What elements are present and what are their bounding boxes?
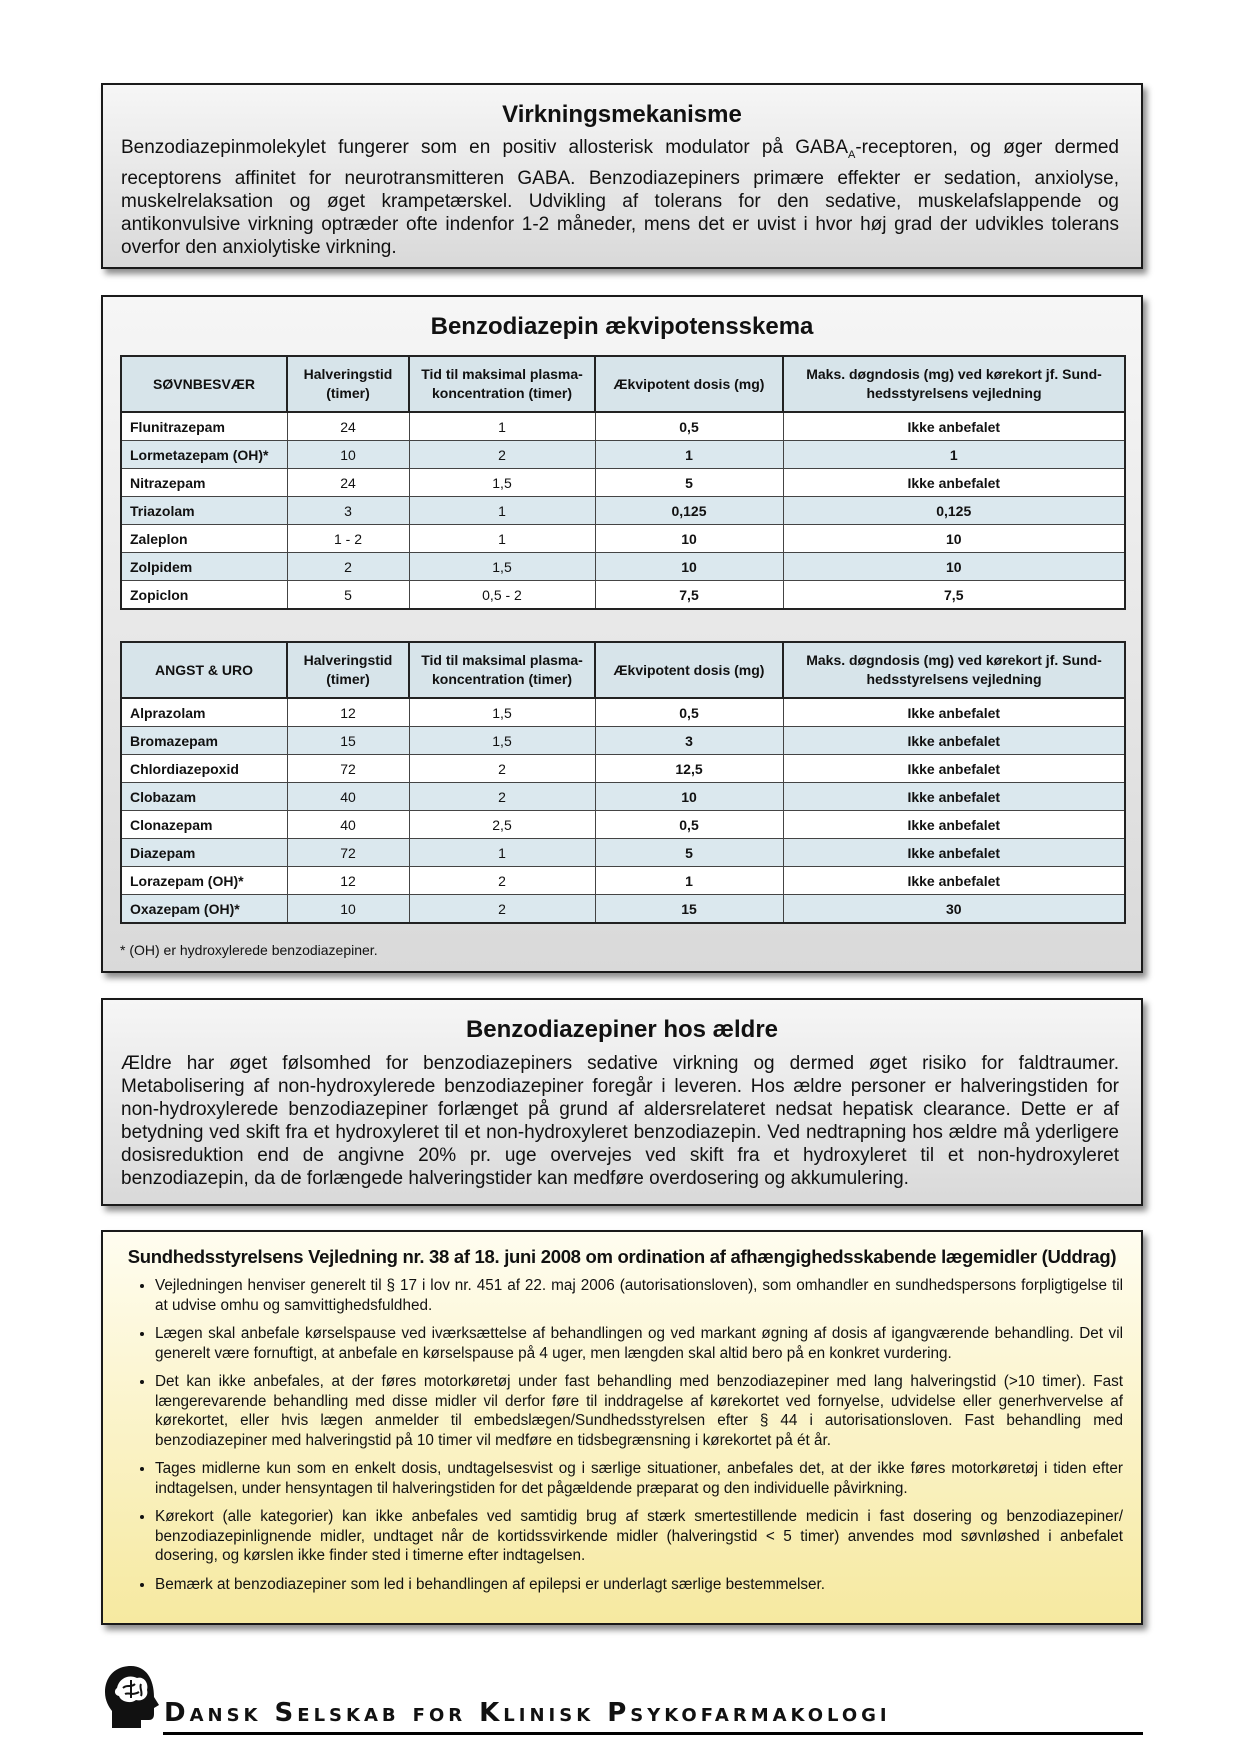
guideline-item: • Kørekort (alle kategorier) kan ikke anbefales ved samtidig brug af stærk smertestillende medicin i fast dosering og benzodiazepiner/ benzodiazepinlignende midler, undtaget når de kortidssvirkende midler (halveringstid < 5 timer) anvendes mod søvnløshed i anbefalet dosering, og kørslen ikke finder sted i timerne efter indtagelsen.	[155, 1507, 1123, 1566]
dose-cell: 3	[595, 727, 783, 755]
tmax-cell: 1,5	[409, 553, 595, 581]
half-life-cell: 2	[287, 553, 409, 581]
tmax-cell: 2	[409, 895, 595, 924]
table-row	[121, 727, 1125, 755]
guideline-item: • Tages midlerne kun som en enkelt dosis, undtagelsesvist og i særlige situationer, anbefales det, at der ikke føres motorkøretøj i tiden efter indtagelsen, under hensyntagen til halveringstiden for det pågældende præparat og den individuelle påvirkning.	[155, 1459, 1123, 1498]
dose-cell: 10	[595, 783, 783, 811]
table-row	[121, 839, 1125, 867]
dose-cell: 5	[595, 469, 783, 497]
dose-cell: 1	[595, 867, 783, 895]
dose-cell: 1	[595, 441, 783, 469]
tmax-cell: 2	[409, 441, 595, 469]
guideline-item: • Det kan ikke anbefales, at der føres motorkøretøj under fast behandling med benzodiazepiner med lang halveringstid (>10 timer). Fast længerevarende behandling med disse midler vil derfor føre til inddragelse af kørekortet ved fornyelse, udvidelse eller generhvervelse af kørekortet, eller hvis lægen anmelder til embedslægen/Sundhedsstyrelsen efter § 44 i autorisationsloven. Fast behandling med benzodiazepiner med halveringstid på 10 timer vil medføre en tidsbegrænsning i kørekortet på ét år.	[155, 1372, 1123, 1450]
half-life-cell: 1 - 2	[287, 525, 409, 553]
max-dose-cell: 10	[783, 553, 1125, 581]
organization-name: Dansk Selskab for Klinisk Psykofarmakologi	[164, 1698, 891, 1728]
half-life-cell: 72	[287, 755, 409, 783]
footnote: * (OH) er hydroxylerede benzodiazepiner.	[120, 942, 378, 958]
drug-name-cell: Lormetazepam (OH)*	[121, 441, 287, 469]
table-row	[121, 811, 1125, 839]
dose-cell: 15	[595, 895, 783, 924]
dose-cell: 0,5	[595, 412, 783, 441]
dose-cell: 10	[595, 553, 783, 581]
max-dose-cell: 7,5	[783, 581, 1125, 610]
elderly-text: Ældre har øget følsomhed for benzodiazepiners sedative virkning og dermed øget risiko for faldtraumer. Metabolisering af non-hydroxylerede benzodiazepiner foregår i leveren. Hos ældre personer er halveringstiden for non-hydroxylerede benzodiazepiner forlænget på grund af aldersrelateret nedsat hepatisk clearance. Dette er af betydning ved skift fra et hydroxyleret til et non-hydroxyleret benzodiazepin. Ved nedtrapning hos ældre må yderligere dosisreduktion end de angivne 20% pr. uge overvejes ved skift fra et hydroxyleret til et non-hydroxyleret benzodiazepin, da de forlængede halveringstider kan medføre overdosering og akkumulering.	[121, 1053, 1119, 1189]
anxiety-category-header: ANGST & URO	[121, 642, 287, 698]
drug-name-cell: Zolpidem	[121, 553, 287, 581]
half-life-cell: 15	[287, 727, 409, 755]
max-dose-cell: 30	[783, 895, 1125, 924]
tmax-cell: 1,5	[409, 469, 595, 497]
drug-name-cell: Lorazepam (OH)*	[121, 867, 287, 895]
tmax-header: Tid til maksimal plasma-koncentration (timer)	[409, 642, 595, 698]
max-dose-cell: Ikke anbefalet	[783, 469, 1125, 497]
table-row	[121, 783, 1125, 811]
dose-header: Ækvipotent dosis (mg)	[595, 642, 783, 698]
drug-name-cell: Triazolam	[121, 497, 287, 525]
max-dose-cell: 1	[783, 441, 1125, 469]
half-life-cell: 24	[287, 469, 409, 497]
tmax-cell: 2,5	[409, 811, 595, 839]
table-row	[121, 441, 1125, 469]
table-row	[121, 525, 1125, 553]
dose-cell: 7,5	[595, 581, 783, 610]
tmax-cell: 1,5	[409, 698, 595, 727]
drug-name-cell: Zaleplon	[121, 525, 287, 553]
mechanism-section	[101, 83, 1143, 269]
guideline-list	[103, 1276, 1141, 1594]
max-dose-header: Maks. døgndosis (mg) ved kørekort jf. Sund-hedsstyrelsens vejledning	[783, 356, 1125, 412]
sleep-table	[120, 355, 1126, 610]
half-life-cell: 10	[287, 441, 409, 469]
table-row	[121, 867, 1125, 895]
max-dose-cell: Ikke anbefalet	[783, 839, 1125, 867]
elderly-section	[101, 998, 1143, 1206]
table-row	[121, 497, 1125, 525]
half-life-cell: 12	[287, 698, 409, 727]
half-life-cell: 10	[287, 895, 409, 924]
table-row	[121, 755, 1125, 783]
guideline-item: • Vejledningen henviser generelt til § 17 i lov nr. 451 af 22. maj 2006 (autorisationsloven), som omhandler en sundhedspersons forpligtigelse til at udvise omhu og samvittighedsfuldhed.	[155, 1276, 1123, 1315]
tmax-cell: 1	[409, 525, 595, 553]
table-row	[121, 581, 1125, 610]
drug-name-cell: Alprazolam	[121, 698, 287, 727]
sleep-category-header: SØVNBESVÆR	[121, 356, 287, 412]
drug-name-cell: Diazepam	[121, 839, 287, 867]
tmax-cell: 2	[409, 783, 595, 811]
drug-name-cell: Clonazepam	[121, 811, 287, 839]
tmax-cell: 1	[409, 412, 595, 441]
max-dose-cell: Ikke anbefalet	[783, 867, 1125, 895]
tmax-cell: 1	[409, 839, 595, 867]
max-dose-cell: 10	[783, 525, 1125, 553]
half-life-cell: 24	[287, 412, 409, 441]
dose-cell: 0,5	[595, 698, 783, 727]
guideline-item: • Bemærk at benzodiazepiner som led i behandlingen af epilepsi er underlagt særlige bestemmelser.	[155, 1575, 1123, 1595]
half-life-header: Halveringstid (timer)	[287, 642, 409, 698]
tmax-cell: 0,5 - 2	[409, 581, 595, 610]
max-dose-cell: Ikke anbefalet	[783, 755, 1125, 783]
half-life-cell: 3	[287, 497, 409, 525]
dose-cell: 10	[595, 525, 783, 553]
half-life-cell: 40	[287, 811, 409, 839]
guideline-title: Sundhedsstyrelsens Vejledning nr. 38 af 18. juni 2008 om ordination af afhængighedsskabende lægemidler (Uddrag)	[127, 1246, 1117, 1267]
dose-cell: 0,5	[595, 811, 783, 839]
tmax-cell: 2	[409, 755, 595, 783]
dose-cell: 0,125	[595, 497, 783, 525]
max-dose-header: Maks. døgndosis (mg) ved kørekort jf. Sund-hedsstyrelsens vejledning	[783, 642, 1125, 698]
drug-name-cell: Bromazepam	[121, 727, 287, 755]
half-life-cell: 5	[287, 581, 409, 610]
head-logo-icon	[101, 1664, 163, 1730]
half-life-cell: 40	[287, 783, 409, 811]
table-row	[121, 469, 1125, 497]
equipotency-section	[101, 295, 1143, 973]
table-row	[121, 698, 1125, 727]
table-row	[121, 553, 1125, 581]
drug-name-cell: Flunitrazepam	[121, 412, 287, 441]
dose-cell: 12,5	[595, 755, 783, 783]
guideline-section	[101, 1230, 1143, 1625]
max-dose-cell: Ikke anbefalet	[783, 698, 1125, 727]
max-dose-cell: Ikke anbefalet	[783, 783, 1125, 811]
guideline-item: • Lægen skal anbefale kørselspause ved iværksættelse af behandlingen og ved markant øgning af dosis af igangværende behandling. Det vil generelt være fornuftigt, at anbefale en kørselspause på 4 uger, men længden skal altid bero på en konkret vurdering.	[155, 1324, 1123, 1363]
tmax-cell: 1,5	[409, 727, 595, 755]
mechanism-title: Virkningsmekanisme	[502, 101, 742, 128]
max-dose-cell: Ikke anbefalet	[783, 727, 1125, 755]
equipotency-title: Benzodiazepin ækvipotensskema	[430, 313, 814, 340]
table-row	[121, 412, 1125, 441]
tmax-cell: 1	[409, 497, 595, 525]
anxiety-table	[120, 641, 1126, 924]
half-life-cell: 72	[287, 839, 409, 867]
table-row	[121, 895, 1125, 924]
max-dose-cell: Ikke anbefalet	[783, 412, 1125, 441]
max-dose-cell: 0,125	[783, 497, 1125, 525]
tmax-header: Tid til maksimal plasma-koncentration (timer)	[409, 356, 595, 412]
footer-rule	[163, 1732, 1143, 1735]
drug-name-cell: Nitrazepam	[121, 469, 287, 497]
half-life-header: Halveringstid (timer)	[287, 356, 409, 412]
drug-name-cell: Oxazepam (OH)*	[121, 895, 287, 924]
half-life-cell: 12	[287, 867, 409, 895]
elderly-title: Benzodiazepiner hos ældre	[465, 1016, 779, 1043]
drug-name-cell: Chlordiazepoxid	[121, 755, 287, 783]
drug-name-cell: Zopiclon	[121, 581, 287, 610]
dose-cell: 5	[595, 839, 783, 867]
footer	[101, 1664, 1143, 1734]
max-dose-cell: Ikke anbefalet	[783, 811, 1125, 839]
mechanism-text: Benzodiazepinmolekylet fungerer som en positiv allosterisk modulator på $GABA_A$-receptoren, og øger dermed receptorens affinitet for neurotransmitteren GABA. Benzodiazepiners primære effekter er sedation, anxiolyse, muskelrelaksation og øget krampetærskel. Udvikling af tolerans for den sedative, muskelafslappende og antikonvulsive virkning optræder ofte indenfor 1-2 måneder, mens det er uvist i hvor høj grad der udvikles tolerans overfor den anxiolytiske virkning.	[121, 137, 1119, 258]
dose-header: Ækvipotent dosis (mg)	[595, 356, 783, 412]
drug-name-cell: Clobazam	[121, 783, 287, 811]
tmax-cell: 2	[409, 867, 595, 895]
